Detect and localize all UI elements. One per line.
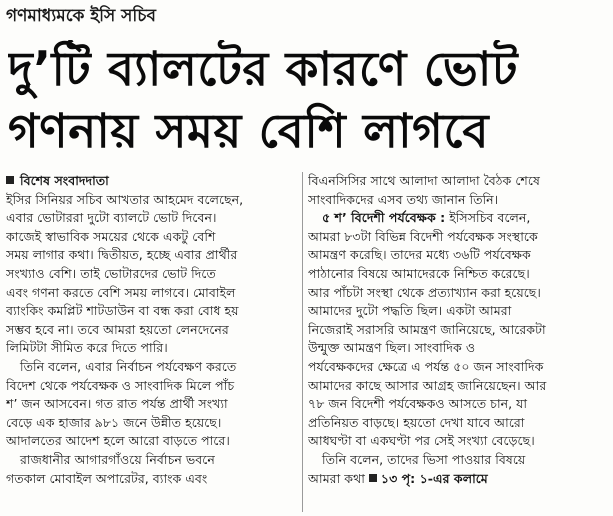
article-line: এবং গণনা করতে বেশি সময় লাগবে। মোবাইল (6, 284, 236, 300)
article-line: ব্যাংকিং কমপ্লিট শাটডাউন বা বন্ধ করা বোধ হয় (6, 303, 239, 319)
last-line-start: আমরা কথা (308, 470, 365, 486)
article-line: আমরা ৮৩টা বিভিন্ন বিদেশী পর্যবেক্ষক সংস্থাকে (308, 228, 538, 244)
column-divider (302, 172, 303, 512)
article-line: সময় লাগার কথা। দ্বিতীয়ত, হচ্ছে এবার প্রার্থীর (6, 247, 238, 263)
article-line: রাজধানীর আগারগাঁওয়ে নির্বাচন ভবনে (20, 451, 215, 467)
article-line: কাজেই স্বাভাবিক সময়ের থেকে একটু বেশি (6, 228, 216, 244)
article-line: সাংবাদিকদের এসব তথ্য জানান তিনি। (308, 191, 499, 207)
article-line: আমন্ত্রণ করেছি। তাদের মধ্যে ৩৬টি পর্যবেক্ষক (308, 247, 531, 263)
article-line: ৭৮ জন বিদেশী পর্যবেক্ষকও আসতে চান, যা (308, 396, 528, 412)
article-line: পর্যবেক্ষকদের ক্ষেত্রে এ পর্যন্ত ৫০ জন সাংবাদিক (308, 358, 544, 374)
bullet-square-icon (6, 176, 14, 184)
subhead-rest: ইসিসচিব বলেন, (449, 210, 531, 226)
article-line: ইসির সিনিয়র সচিব আখতার আহমেদ বলেছেন, (6, 191, 244, 207)
continuation-line (308, 470, 606, 489)
article-line: এবার ভোটাররা দুটো ব্যালটে ভোট দিবেন। (6, 210, 217, 226)
article-left-column (6, 172, 298, 488)
kicker-line: গণমাধ্যমকে ইসি সচিব (6, 6, 156, 26)
headline-line-2: গণনায় সময় বেশি লাগবে (8, 104, 489, 159)
article-line: গতকাল মোবাইল অপারেটর, ব্যাংক এবং (6, 470, 208, 486)
article-line: পাঠানোর বিষয়ে আমাদেরকে নিশ্চিত করেছে। (308, 265, 530, 281)
article-line: সংখ্যাও বেশি। তাই ভোটারদের ভোট দিতে (6, 265, 216, 281)
article-right-column (308, 172, 606, 488)
byline-text: বিশেষ সংবাদদাতা (20, 173, 109, 188)
subhead-line (308, 209, 606, 228)
article-line: আদালতের আদেশ হলে আরো বাড়তে পারে। (6, 433, 230, 449)
article-line: বেড়ে এক হাজার ৯৮১ জনে উন্নীত হয়েছে। (6, 414, 222, 430)
article-line: আর পাঁচটা সংস্থা থেকে প্রত্যাখ্যান করা হয়েছে। (308, 284, 541, 300)
article-line: আমাদের দুটো পদ্ধতি ছিল। একটা আমরা (308, 303, 512, 319)
article-line: লিমিটটা সীমিত করে দিতে পারি। (6, 340, 168, 356)
continuation-square-icon (369, 474, 377, 482)
article-line: তিনি বলেন, তাদের ভিসা পাওয়ার বিষয়ে (322, 451, 526, 467)
article-line: শ’ জন আসবেন। গত রাত পর্যন্ত প্রার্থী সংখ্যা (6, 396, 228, 412)
article-line: নিজেরাই সরাসরি আমন্ত্রণ জানিয়েছে, আরেকটা (308, 321, 546, 337)
subhead: ৫ শ’ বিদেশী পর্যবেক্ষক : (322, 210, 446, 226)
byline (6, 172, 298, 191)
article-line: সম্ভব হবে না। তবে আমরা হয়তো লেনদেনের (6, 321, 229, 337)
article-line: আধঘণ্টা বা একঘণ্টা পর সেই সংখ্যা বেড়েছে। (308, 433, 535, 449)
article-line: বিএনসিসির সাথে আলাদা আলাদা বৈঠক শেষে (308, 173, 540, 188)
article-line: তিনি বলেন, এবার নির্বাচন পর্যবেক্ষণ করতে (20, 358, 237, 374)
article-line: প্রতিনিয়ত বাড়ছে। হয়তো দেখা যাবে আরো (308, 414, 525, 430)
article-line: আমাদের কাছে আসার আগ্রহ জানিয়েছেন। আর (308, 377, 547, 393)
article-line: বিদেশ থেকে পর্যবেক্ষক ও সাংবাদিক মিলে পাঁচ (6, 377, 235, 393)
headline-line-1: দু’টি ব্যালটের কারণে ভোট (8, 42, 518, 97)
continuation-reference: ১৩ পৃ: ১-এর কলামে (380, 470, 488, 486)
article-line: উন্মুক্ত আমন্ত্রণ ছিল। সাংবাদিক ও (308, 340, 476, 356)
